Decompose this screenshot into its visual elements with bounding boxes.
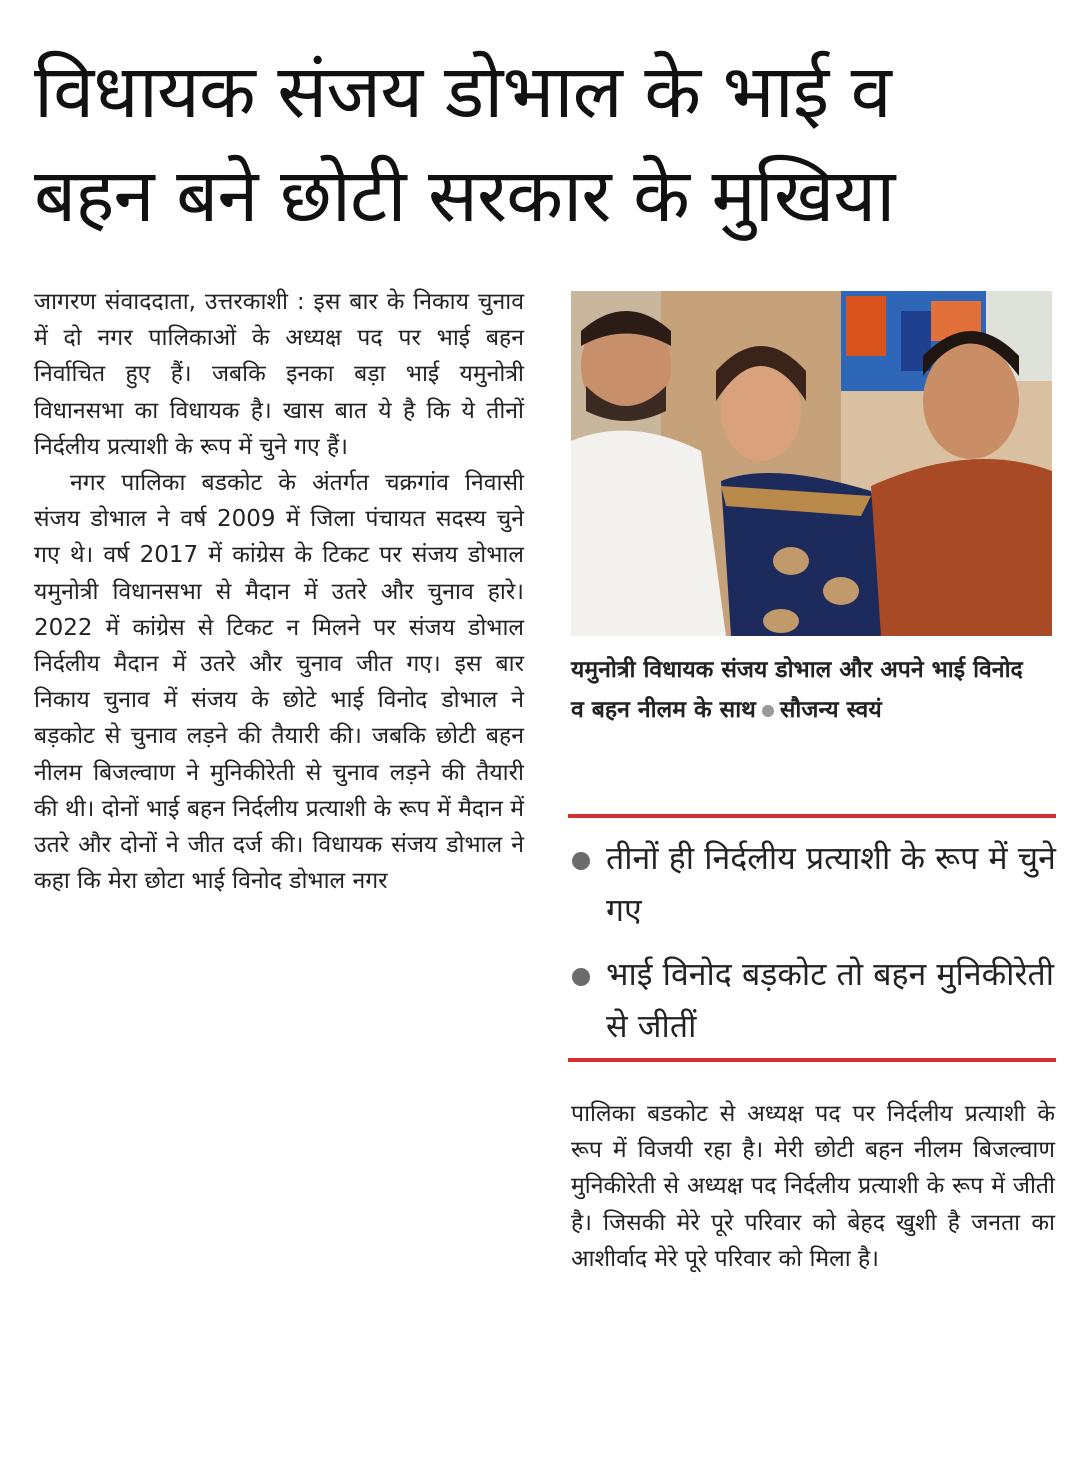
news-photo <box>571 291 1052 636</box>
article-paragraph: जागरण संवाददाता, उत्तरकाशी : इस बार के निकाय चुनाव में दो नगर पालिकाओं के अध्यक्ष पद पर भाई बहन निर्वाचित हुए हैं। जबकि इनका बड़ा भाई यमुनोत्री विधानसभा का विधायक है। खास बात ये है कि ये तीनों निर्दलीय प्रत्याशी के रूप में चुने गए हैं। <box>34 289 524 460</box>
article-paragraph: नगर पालिका बडकोट के अंतर्गत चक्रगांव निवासी संजय डोभाल ने वर्ष 2009 में जिला पंचायत सदस्य चुने गए थे। वर्ष 2017 में कांग्रेस के टिकट पर संजय डोभाल यमुनोत्री विधानसभा से मैदान में उतरे और चुनाव हारे। 2022 में कांग्रेस से टिकट न मिलने पर संजय डोभाल निर्दलीय मैदान में उतरे और चुनाव जीत गए। इस बार निकाय चुनाव में संजय के छोटे भाई विनोद डोभाल ने बड़कोट से चुनाव लड़ने की तैयारी की। जबकि छोटी बहन नीलम बिजल्वाण ने मुनिकीरेती से चुनाव लड़ने की तैयारी की थी। दोनों भाई बहन निर्दलीय प्रत्याशी के रूप में मैदान में उतरे और दोनों ने जीत दर्ज की। विधायक संजय डोभाल ने कहा कि मेरा छोटा भाई विनोद डोभाल नगर <box>34 470 525 895</box>
bullet-icon <box>572 852 590 870</box>
highlight-item <box>568 948 1056 1052</box>
family-photo-illustration <box>571 291 1052 636</box>
highlight-text: भाई विनोद बड़कोट तो बहन मुनिकीरेती से जीतीं <box>606 955 1055 1045</box>
photo-credit: सौजन्य स्वयं <box>779 697 882 723</box>
headline-line-2: बहन बने छोटी सरकार के मुखिया <box>34 153 895 239</box>
highlight-bottom-rule <box>568 1058 1056 1062</box>
bullet-icon <box>572 968 590 986</box>
highlight-top-rule <box>568 814 1056 818</box>
headline <box>34 40 1054 248</box>
article-right-column <box>571 1096 1055 1277</box>
article-left-column <box>34 284 524 899</box>
article-paragraph: पालिका बडकोट से अध्यक्ष पद पर निर्दलीय प्रत्याशी के रूप में विजयी रहा है। मेरी छोटी बहन नीलम बिजल्वाण मुनिकीरेती से अध्यक्ष पद निर्दलीय प्रत्याशी के रूप में जीती है। जिसकी मेरे पूरे परिवार को बेहद खुशी है जनता का आशीर्वाद मेरे पूरे परिवार को मिला है। <box>571 1101 1055 1272</box>
highlights-box <box>568 832 1056 1064</box>
highlight-item <box>568 832 1056 936</box>
highlight-text: तीनों ही निर्दलीय प्रत्याशी के रूप में चुने गए <box>606 839 1056 929</box>
caption-separator-dot-icon <box>762 705 774 717</box>
photo-caption <box>571 650 1041 730</box>
caption-text: यमुनोत्री विधायक संजय डोभाल और अपने भाई विनोद व बहन नीलम के साथ <box>571 657 1023 723</box>
headline-line-1: विधायक संजय डोभाल के भाई व <box>34 49 891 135</box>
